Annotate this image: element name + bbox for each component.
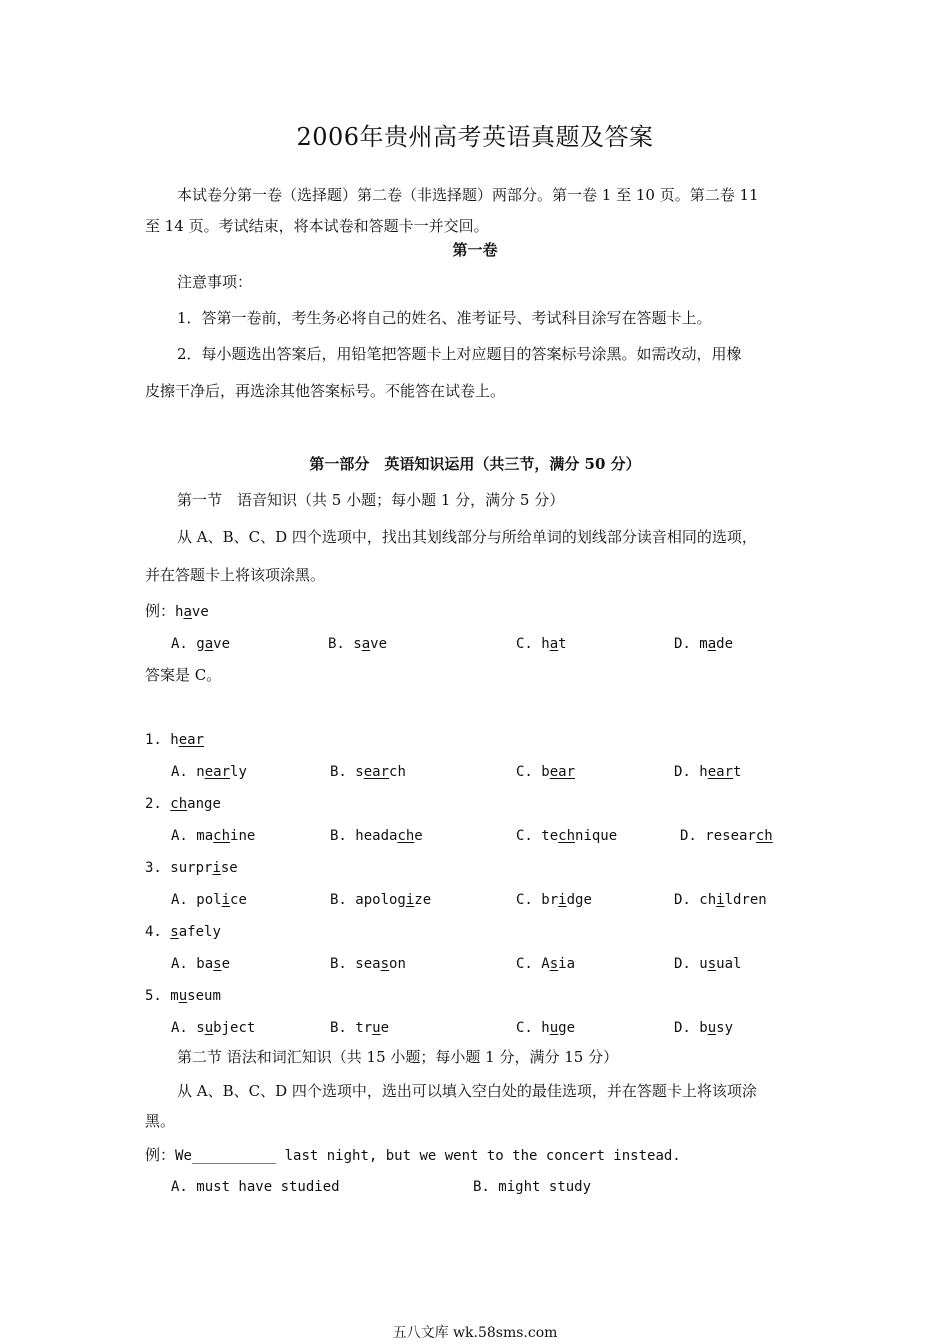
question-2-option-c: C. technique [516,828,618,844]
question-5-option-a: A. subject [171,1020,256,1036]
question-4-option-c: C. Asia [516,956,576,972]
question-1-option-d: D. heart [674,764,742,780]
question-4-option-d: D. usual [674,956,742,972]
section-2-instruction-line-2: 黑。 [145,1112,176,1130]
footer-watermark: 五八文库 wk.58sms.com [392,1325,558,1341]
part-1-title: 第一部分 英语知识运用（共三节，满分 50 分） [309,455,641,473]
section-2-example: 例：We__________ last night, but we went to the concert instead. [145,1146,681,1164]
question-5-stem: 5. museum [145,988,221,1004]
section-2-example-option-a: A. must have studied [171,1179,340,1195]
example-option-a: A. gave [171,636,231,652]
question-1-option-a: A. nearly [171,764,247,780]
note-item-2-line-2: 皮擦干净后，再选涂其他答案标号。不能答在试卷上。 [145,382,506,400]
example-option-b: B. save [328,636,388,652]
question-2-stem: 2. change [145,796,221,812]
example-label: 例： [145,602,176,620]
question-5-option-c: C. huge [516,1020,576,1036]
notes-heading: 注意事项： [177,273,253,291]
question-1-option-b: B. search [330,764,406,780]
question-5-option-d: D. busy [674,1020,734,1036]
intro-line-2: 至 14 页。考试结束，将本试卷和答题卡一并交回。 [145,217,489,235]
question-3-stem: 3. surprise [145,860,238,876]
question-2-option-b: B. headаche [330,828,423,844]
question-2-option-a: A. machine [171,828,256,844]
section-2-example-option-b: B. might study [473,1179,592,1195]
note-item-1: 1．答第一卷前，考生务必将自己的姓名、准考证号、考试科目涂写在答题卡上。 [177,309,712,327]
question-3-option-b: B. apologize [330,892,432,908]
question-2-option-d: D. research [680,828,773,844]
section-1-instruction-line-2: 并在答题卡上将该项涂黑。 [145,566,326,584]
question-5-option-b: B. true [330,1020,390,1036]
question-4-option-b: B. season [330,956,406,972]
page-title: 2006年贵州高考英语真题及答案 [296,123,654,151]
question-3-option-a: A. police [171,892,247,908]
question-1-option-c: C. bear [516,764,576,780]
note-item-2-line-1: 2．每小题选出答案后，用铅笔把答题卡上对应题目的答案标号涂黑。如需改动，用橡 [177,345,742,363]
section-2-instruction-line-1: 从 A、B、C、D 四个选项中，选出可以填入空白处的最佳选项，并在答题卡上将该项涂 [177,1082,757,1100]
section-1-instruction-line-1: 从 A、B、C、D 四个选项中，找出其划线部分与所给单词的划线部分读音相同的选项， [177,528,757,546]
question-4-option-a: A. base [171,956,231,972]
question-4-stem: 4. safely [145,924,221,940]
question-3-option-d: D. children [674,892,767,908]
intro-line-1: 本试卷分第一卷（选择题）第二卷（非选择题）两部分。第一卷 1 至 10 页。第二卷 11 [177,186,759,204]
example-word: 例：have [145,602,209,620]
example-option-d: D. made [674,636,734,652]
volume-title: 第一卷 [452,241,498,259]
section-2-example-label: 例： [145,1146,176,1164]
question-3-option-c: C. bridge [516,892,592,908]
section-2-title: 第二节 语法和词汇知识（共 15 小题；每小题 1 分，满分 15 分） [177,1048,619,1066]
example-answer: 答案是 C。 [145,666,222,684]
section-1-title: 第一节 语音知识（共 5 小题；每小题 1 分，满分 5 分） [177,491,565,509]
example-option-c: C. hat [516,636,567,652]
question-1-stem: 1. hear [145,732,205,748]
